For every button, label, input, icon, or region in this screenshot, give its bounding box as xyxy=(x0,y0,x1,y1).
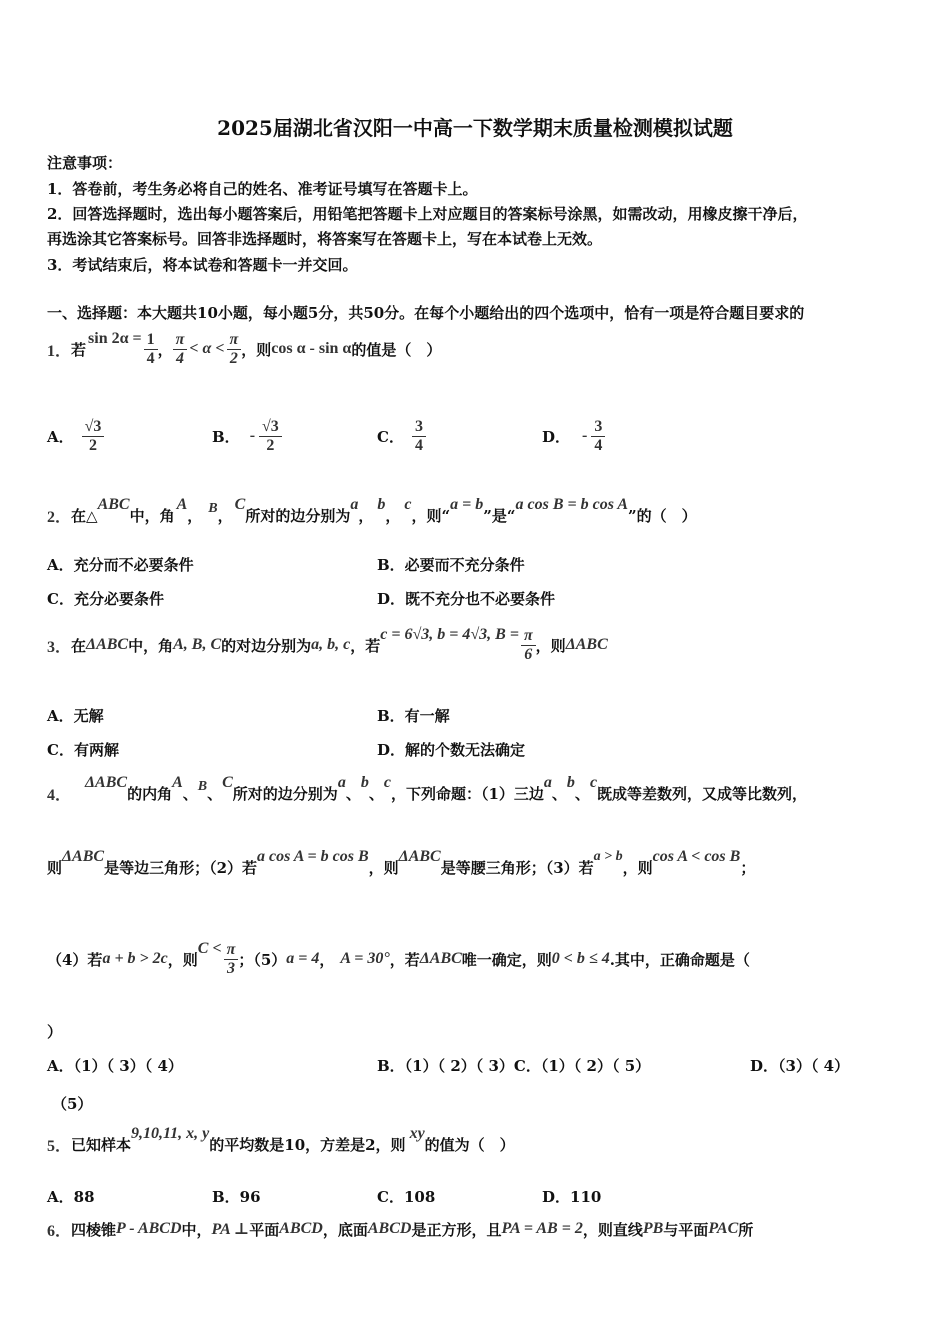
q2-math: C xyxy=(234,496,246,513)
q2-math: a = b xyxy=(450,496,484,513)
q5-math: xy xyxy=(409,1125,425,1142)
q3-math: ΔABC xyxy=(565,636,608,653)
q1-text: ， xyxy=(157,340,173,359)
option-frac: $\frac{3}{4}$ xyxy=(591,418,605,454)
q1-math-2: < α < xyxy=(189,340,225,357)
q6-text: 与平面 xyxy=(663,1220,709,1239)
q4-text: ，则 xyxy=(622,858,653,877)
q2-text: ， xyxy=(217,506,233,525)
q2-option-a[interactable]: A．充分而不必要条件 xyxy=(47,556,194,574)
q5-option-b[interactable]: B．96 xyxy=(212,1188,261,1206)
q3-text: 的对边分别为 xyxy=(221,636,312,655)
q4-math: ΔABC xyxy=(398,848,441,865)
q4-text: 、 xyxy=(368,784,384,803)
option-frac: $\frac{√3}{2}$ xyxy=(259,418,282,454)
q2-option-d[interactable]: D．既不充分也不必要条件 xyxy=(377,590,556,608)
q6-text: 四棱锥 xyxy=(71,1220,117,1239)
question-number: 4． xyxy=(47,786,72,804)
q1-math-3: cos α - sin α xyxy=(271,340,352,357)
q4-frac: $\frac{\pi}{3}$ xyxy=(224,941,239,977)
notice-heading: 注意事项： xyxy=(47,154,123,172)
q4-text: 、 xyxy=(345,784,361,803)
q1-frac-1: $\frac{1}{4}$ xyxy=(144,331,158,367)
q5-text: 已知样本 xyxy=(71,1135,132,1154)
q3-text: 中，角 xyxy=(128,636,174,655)
q2-math: A xyxy=(176,496,188,513)
q4-math: b xyxy=(360,774,369,791)
q3-math: c = 6√3, b = 4√3, B = xyxy=(380,626,519,643)
question-3 xyxy=(47,622,608,668)
q3-option-c[interactable]: C．有两解 xyxy=(47,741,119,759)
q4-math: A = 30° xyxy=(340,950,390,967)
q2-text: ，则“ xyxy=(411,506,451,525)
q2-option-c[interactable]: C．充分必要条件 xyxy=(47,590,164,608)
q2-text: 所对的边分别为 xyxy=(245,506,351,525)
q4-math: C < xyxy=(197,940,222,957)
q2-math: a xyxy=(350,496,359,513)
q2-option-b[interactable]: B．必要而不充分条件 xyxy=(377,556,525,574)
q2-text: ”是“ xyxy=(483,506,516,525)
question-number: 5． xyxy=(47,1137,72,1155)
q4-math: 0 < b ≤ 4 xyxy=(551,950,610,967)
q4-line-2 xyxy=(47,846,755,888)
q6-text: 中， xyxy=(181,1220,212,1239)
q4-text: ；（5） xyxy=(238,950,287,969)
question-4 xyxy=(47,772,807,814)
q4-math: c xyxy=(383,774,391,791)
q4-text: ，则 xyxy=(167,950,198,969)
q2-text: ”的（ ） xyxy=(628,506,697,525)
q4-line-4: ） xyxy=(47,1023,63,1041)
q3-frac: $\frac{\pi}{6}$ xyxy=(521,627,536,663)
q4-text: 、 xyxy=(551,784,567,803)
q4-math: C xyxy=(222,774,233,791)
q2-math: c xyxy=(404,496,412,513)
q5-text: 的平均数是10，方差是2，则 xyxy=(209,1135,406,1154)
q6-text: ，底面 xyxy=(322,1220,368,1239)
q5-text: 的值为（ ） xyxy=(424,1135,515,1154)
q1-option-c[interactable] xyxy=(377,412,426,460)
q4-text: （4）若 xyxy=(47,950,103,969)
question-number: 1． xyxy=(47,342,72,360)
q4-option-bc[interactable]: B．（1）（ 2）（ 3）C．（1）（ 2）（ 5） xyxy=(377,1057,651,1075)
q3-text: ，则 xyxy=(535,636,566,655)
q4-text: ，下列命题：（1）三边 xyxy=(390,784,544,803)
notice-item-3: 3．考试结束后，将本试卷和答题卡一并交回。 xyxy=(47,256,358,274)
q6-text: 是正方形，且 xyxy=(411,1220,502,1239)
q4-text: ， xyxy=(319,950,335,969)
question-number: 6． xyxy=(47,1222,72,1240)
q4-text: 既成等差数列，又成等比数列， xyxy=(597,784,808,803)
q2-math: ABC xyxy=(97,496,130,513)
q6-text: ，则直线 xyxy=(582,1220,643,1239)
q4-line-3 xyxy=(47,934,750,984)
q3-option-a[interactable]: A．无解 xyxy=(47,707,104,725)
q1-math-1: sin 2α = xyxy=(88,330,142,347)
q2-text: ， xyxy=(358,506,374,525)
q4-text: 是等腰三角形；（3）若 xyxy=(440,858,594,877)
q2-text: 中，角 xyxy=(129,506,175,525)
option-frac: $\frac{√3}{2}$ xyxy=(82,418,105,454)
option-sign: - xyxy=(582,427,588,444)
notice-item-2: 2．回答选择题时，选出每小题答案后，用铅笔把答题卡上对应题目的答案标号涂黑，如需改动，用橡皮擦干净后， xyxy=(47,205,808,223)
q2-text: ， xyxy=(187,506,203,525)
q2-math: a cos B = b cos A xyxy=(515,496,629,513)
q4-math: a = 4 xyxy=(286,950,320,967)
q5-option-c[interactable]: C．108 xyxy=(377,1188,436,1206)
q1-option-a[interactable] xyxy=(47,412,104,460)
q3-text: 在 xyxy=(71,636,87,655)
q1-text: 若 xyxy=(71,340,87,359)
question-5 xyxy=(47,1124,515,1164)
q6-text: 所 xyxy=(738,1220,754,1239)
notice-item-1: 1．答卷前，考生务必将自己的姓名、准考证号填写在答题卡上。 xyxy=(47,180,478,198)
q4-text: 、 xyxy=(207,784,223,803)
q6-math: ABCD xyxy=(367,1220,412,1237)
q1-option-b[interactable] xyxy=(212,412,282,460)
q4-math: a xyxy=(543,774,552,791)
q4-math: c xyxy=(589,774,598,791)
q1-text: 的值是（ ） xyxy=(351,340,442,359)
q4-option-a[interactable]: A．（1）（ 3）（ 4） xyxy=(47,1057,183,1075)
question-2 xyxy=(47,492,697,538)
q5-option-d[interactable]: D．110 xyxy=(542,1188,602,1206)
q5-math: 9,10,11, x, y xyxy=(131,1125,210,1142)
q3-option-b[interactable]: B．有一解 xyxy=(377,707,450,725)
q4-option-d[interactable]: D．（3）（ 4） xyxy=(750,1057,850,1075)
q1-text: ，则 xyxy=(241,340,272,359)
q4-text: 、 xyxy=(574,784,590,803)
q4-math: ΔABC xyxy=(419,950,462,967)
q4-text: ； xyxy=(740,858,756,877)
q2-text: 在△ xyxy=(71,506,98,525)
q4-text: 所对的边分别为 xyxy=(232,784,338,803)
question-number: 2． xyxy=(47,508,72,526)
option-label: B． xyxy=(212,427,240,446)
q4-text: .其中，正确命题是（ xyxy=(609,950,750,969)
q4-text: ，则 xyxy=(368,858,399,877)
q4-text: 、 xyxy=(182,784,198,803)
section-heading: 一、选择题：本大题共10小题，每小题5分，共50分。在每个小题给出的四个选项中，恰有一项是符合题目要求的 xyxy=(47,304,805,322)
option-label: C． xyxy=(377,427,404,446)
q4-math: a xyxy=(337,774,346,791)
notice-item-2-cont: 再选涂其它答案标号。回答非选择题时，将答案写在答题卡上，写在本试卷上无效。 xyxy=(47,230,603,248)
q6-math: P - ABCD xyxy=(116,1220,182,1237)
option-label: D． xyxy=(542,427,571,446)
q3-math: ΔABC xyxy=(86,636,129,653)
q6-math: PAC xyxy=(708,1220,739,1237)
q4-math: ΔABC xyxy=(85,774,128,791)
q4-text: 是等边三角形；（2）若 xyxy=(104,858,258,877)
q4-math: A xyxy=(172,774,183,791)
q3-option-d[interactable]: D．解的个数无法确定 xyxy=(377,741,526,759)
q2-text: ， xyxy=(385,506,401,525)
q6-math: PB xyxy=(642,1220,664,1237)
q6-text: 平面 xyxy=(249,1220,280,1239)
q1-frac-3: $\frac{\pi}{2}$ xyxy=(227,331,242,367)
q4-text: ，若 xyxy=(389,950,420,969)
q4-text: 唯一确定，则 xyxy=(461,950,552,969)
option-frac: $\frac{3}{4}$ xyxy=(412,418,426,454)
q4-math: B xyxy=(197,779,208,794)
q5-option-a[interactable]: A．88 xyxy=(47,1188,95,1206)
q4-option-d-cont: （5） xyxy=(52,1095,93,1113)
q4-math: ΔABC xyxy=(62,848,105,865)
q3-math: a, b, c xyxy=(311,636,351,653)
q4-math: a > b xyxy=(593,849,623,864)
q4-math: a cos A = b cos B xyxy=(257,848,369,865)
q2-math: B xyxy=(208,501,218,516)
q4-text: 则 xyxy=(47,858,63,877)
q6-math: ABCD xyxy=(279,1220,323,1237)
q3-text: ，若 xyxy=(350,636,381,655)
option-sign: - xyxy=(249,427,256,444)
page-title: 2025届湖北省汉阳一中高一下数学期末质量检测模拟试题 xyxy=(217,116,733,140)
question-1 xyxy=(47,326,441,372)
q2-math: b xyxy=(377,496,386,513)
question-number: 3． xyxy=(47,638,72,656)
q3-math: A, B, C xyxy=(173,636,222,653)
option-label: A． xyxy=(47,427,74,446)
q4-math: b xyxy=(566,774,575,791)
q4-text: 的内角 xyxy=(127,784,173,803)
q1-frac-2: $\frac{\pi}{4}$ xyxy=(173,331,188,367)
q4-math: a + b > 2c xyxy=(102,950,168,967)
q6-math: PA = AB = 2 xyxy=(501,1220,583,1237)
q6-math: PA ⊥ xyxy=(211,1221,250,1238)
question-6 xyxy=(47,1212,753,1246)
q4-math: cos A < cos B xyxy=(652,848,741,865)
q1-option-d[interactable] xyxy=(542,412,605,460)
